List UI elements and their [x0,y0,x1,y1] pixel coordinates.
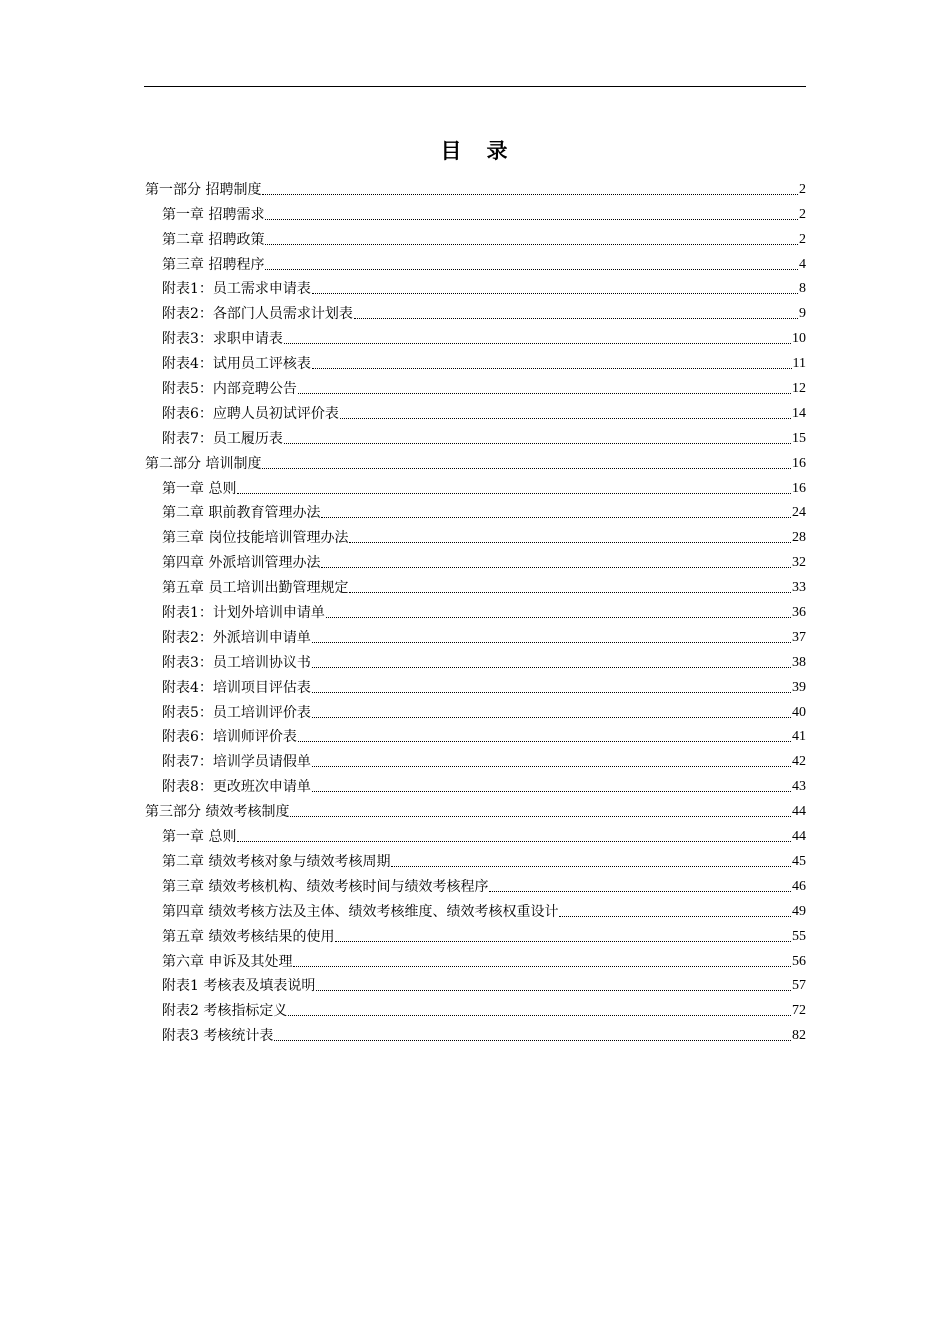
toc-entry-label: 第二部分 培训制度 [145,455,262,472]
toc-page-number: 16 [792,480,806,496]
toc-leader-dots [312,717,791,718]
toc-entry-label: 附表7：员工履历表 [162,430,283,447]
toc-leader-dots [312,766,791,767]
toc-page-number: 37 [792,629,806,645]
toc-page-number: 8 [799,281,806,297]
toc-entry-label: 第二章 绩效考核对象与绩效考核周期 [162,853,391,870]
toc-entry[interactable] [145,499,806,524]
toc-page-number: 55 [792,928,806,944]
toc-entry-label: 第二章 招聘政策 [162,231,265,248]
toc-entry[interactable] [145,250,806,275]
toc-page-number: 44 [792,829,806,845]
toc-part-entry[interactable] [145,797,806,822]
toc-page-number: 38 [792,654,806,670]
toc-page-number: 39 [792,679,806,695]
toc-leader-dots [288,1015,791,1016]
toc-entry[interactable] [145,374,806,399]
toc-leader-dots [321,517,791,518]
toc-entry[interactable] [145,747,806,772]
toc-leader-dots [312,692,791,693]
toc-page-number: 45 [792,853,806,869]
toc-entry-label: 附表1：计划外培训申请单 [162,605,325,622]
toc-entry[interactable] [145,474,806,499]
toc-entry-label: 第二章 职前教育管理办法 [162,505,321,522]
toc-leader-dots [312,791,791,792]
toc-entry-label: 第三章 绩效考核机构、绩效考核时间与绩效考核程序 [162,878,489,895]
toc-entry-label: 附表1：员工需求申请表 [162,281,311,298]
toc-page-number: 10 [792,331,806,347]
toc-entry[interactable] [145,972,806,997]
toc-part-entry[interactable] [145,175,806,200]
toc-leader-dots [391,866,791,867]
toc-entry-label: 第六章 申诉及其处理 [162,953,293,970]
toc-entry-label: 第一章 招聘需求 [162,206,265,223]
toc-leader-dots [265,244,798,245]
toc-leader-dots [349,592,791,593]
toc-leader-dots [326,617,791,618]
toc-leader-dots [262,194,798,195]
toc-entry[interactable] [145,822,806,847]
toc-entry-label: 第三章 招聘程序 [162,256,265,273]
toc-entry-label: 附表5：员工培训评价表 [162,704,311,721]
toc-page-number: 4 [799,256,806,272]
toc-entry-label: 附表6：应聘人员初试评价表 [162,405,339,422]
toc-page-number: 11 [792,356,806,372]
toc-entry-label: 第五章 绩效考核结果的使用 [162,928,335,945]
toc-entry-label: 第一章 总则 [162,480,237,497]
toc-entry[interactable] [145,723,806,748]
toc-leader-dots [237,493,791,494]
toc-entry[interactable] [145,673,806,698]
toc-entry-label: 附表8：更改班次申请单 [162,779,311,796]
toc-entry-label: 附表2 考核指标定义 [162,1003,288,1020]
toc-entry[interactable] [145,1021,806,1046]
toc-leader-dots [312,368,792,369]
toc-entry[interactable] [145,349,806,374]
toc-page-number: 46 [792,878,806,894]
toc-leader-dots [274,1040,791,1041]
toc-entry[interactable] [145,299,806,324]
toc-page-number: 49 [792,903,806,919]
toc-leader-dots [312,642,791,643]
toc-entry[interactable] [145,847,806,872]
toc-page-number: 14 [792,405,806,421]
toc-entry-label: 第四章 外派培训管理办法 [162,555,321,572]
toc-page-number: 28 [792,530,806,546]
toc-entry-label: 附表3：员工培训协议书 [162,654,311,671]
header-rule [144,86,806,87]
toc-page-number: 42 [792,754,806,770]
toc-entry[interactable] [145,548,806,573]
toc-entry[interactable] [145,275,806,300]
toc-entry-label: 第三部分 绩效考核制度 [145,804,290,821]
toc-entry-label: 附表4：培训项目评估表 [162,679,311,696]
toc-page-number: 2 [799,181,806,197]
toc-leader-dots [559,916,791,917]
toc-leader-dots [237,841,791,842]
table-of-contents [145,175,806,1046]
toc-page-number: 57 [792,978,806,994]
toc-page-number: 2 [799,206,806,222]
toc-entry[interactable] [145,424,806,449]
toc-page-number: 44 [792,804,806,820]
toc-entry-label: 第四章 绩效考核方法及主体、绩效考核维度、绩效考核权重设计 [162,903,559,920]
toc-entry[interactable] [145,872,806,897]
toc-leader-dots [298,741,791,742]
toc-entry-label: 第一章 总则 [162,829,237,846]
toc-page-number: 72 [792,1003,806,1019]
toc-leader-dots [293,966,791,967]
toc-entry[interactable] [145,573,806,598]
toc-entry[interactable] [145,922,806,947]
toc-page-number: 32 [792,555,806,571]
toc-part-entry[interactable] [145,449,806,474]
toc-entry[interactable] [145,623,806,648]
toc-entry[interactable] [145,947,806,972]
toc-page-number: 15 [792,430,806,446]
toc-leader-dots [489,891,791,892]
toc-entry[interactable] [145,996,806,1021]
toc-page-number: 12 [792,381,806,397]
toc-entry[interactable] [145,772,806,797]
toc-entry-label: 附表7：培训学员请假单 [162,754,311,771]
toc-entry[interactable] [145,648,806,673]
toc-entry[interactable] [145,324,806,349]
toc-leader-dots [284,343,791,344]
toc-entry-label: 附表2：外派培训申请单 [162,629,311,646]
toc-leader-dots [321,567,791,568]
toc-entry[interactable] [145,200,806,225]
toc-page-number: 43 [792,779,806,795]
toc-page-number: 16 [792,455,806,471]
toc-entry[interactable] [145,399,806,424]
toc-leader-dots [335,941,791,942]
toc-leader-dots [354,318,798,319]
toc-leader-dots [349,542,791,543]
toc-leader-dots [284,443,791,444]
toc-entry[interactable] [145,897,806,922]
toc-leader-dots [262,468,791,469]
toc-entry-label: 附表3：求职申请表 [162,331,283,348]
toc-entry-label: 附表6：培训师评价表 [162,729,297,746]
toc-page-number: 56 [792,953,806,969]
toc-entry-label: 附表1 考核表及填表说明 [162,978,316,995]
toc-leader-dots [312,293,798,294]
toc-page-number: 41 [792,729,806,745]
toc-page-number: 36 [792,605,806,621]
toc-entry-label: 第三章 岗位技能培训管理办法 [162,530,349,547]
toc-entry-label: 附表3 考核统计表 [162,1028,274,1045]
toc-entry-label: 第五章 员工培训出勤管理规定 [162,580,349,597]
toc-entry-label: 附表4：试用员工评核表 [162,356,311,373]
toc-page-number: 33 [792,580,806,596]
toc-leader-dots [265,219,798,220]
toc-page-number: 9 [799,306,806,322]
page-title: 目 录 [440,138,510,163]
toc-leader-dots [340,418,791,419]
toc-leader-dots [290,816,791,817]
toc-entry-label: 附表2：各部门人员需求计划表 [162,306,353,323]
toc-entry-label: 附表5：内部竞聘公告 [162,381,297,398]
toc-page-number: 40 [792,704,806,720]
toc-page-number: 24 [792,505,806,521]
toc-entry[interactable] [145,523,806,548]
toc-leader-dots [312,667,791,668]
toc-page-number: 2 [799,231,806,247]
toc-entry[interactable] [145,225,806,250]
toc-leader-dots [265,269,798,270]
toc-entry-label: 第一部分 招聘制度 [145,181,262,198]
toc-leader-dots [298,393,791,394]
toc-leader-dots [316,990,791,991]
toc-entry[interactable] [145,698,806,723]
toc-entry[interactable] [145,598,806,623]
toc-page-number: 82 [792,1028,806,1044]
